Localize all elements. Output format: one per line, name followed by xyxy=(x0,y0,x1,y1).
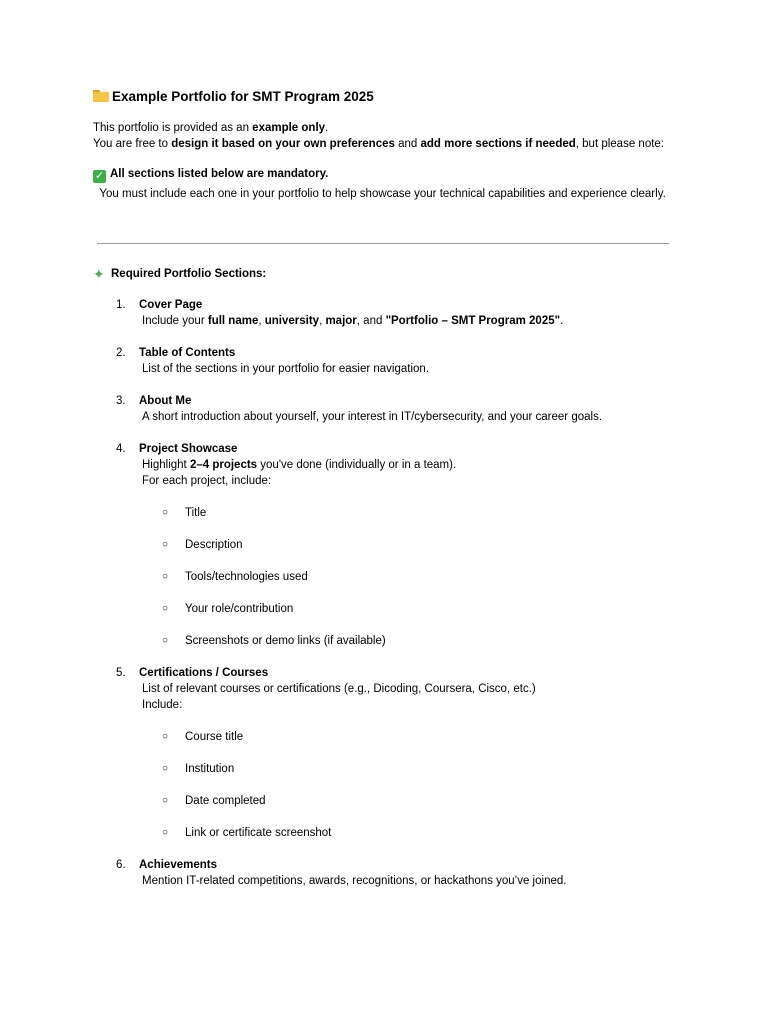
list-item: Title xyxy=(185,507,207,519)
intro-text: , but please note: xyxy=(575,138,664,150)
section-heading-achievements: Achievements xyxy=(139,859,217,871)
section-heading-table-of-contents: Table of Contents xyxy=(139,347,236,359)
list-item: Date completed xyxy=(185,795,266,807)
section-number: 5. xyxy=(116,667,126,679)
section-heading-certifications: Certifications / Courses xyxy=(139,667,269,679)
bullet-marker: ○ xyxy=(162,763,169,774)
section-heading-project-showcase: Project Showcase xyxy=(139,443,238,455)
section-description xyxy=(142,457,456,473)
bullet-marker: ○ xyxy=(162,795,169,806)
bullet-marker: ○ xyxy=(162,507,169,518)
page-title xyxy=(93,87,374,107)
intro-emphasis: example only xyxy=(252,122,326,134)
desc-emphasis: major xyxy=(325,315,357,327)
list-item: Screenshots or demo links (if available) xyxy=(185,635,386,647)
desc-text: . xyxy=(560,315,564,327)
section-number: 1. xyxy=(116,299,126,311)
desc-text: Highlight xyxy=(142,459,190,471)
bullet-marker: ○ xyxy=(162,635,169,646)
puzzle-icon: ✦ xyxy=(93,266,105,282)
section-description: List of the sections in your portfolio for easier navigation. xyxy=(142,363,430,375)
intro-text: and xyxy=(394,138,421,150)
mandatory-text: All sections listed below are mandatory. xyxy=(110,168,329,180)
intro-emphasis: add more sections if needed xyxy=(420,138,576,150)
section-number: 4. xyxy=(116,443,126,455)
section-number: 3. xyxy=(116,395,126,407)
list-item: Description xyxy=(185,539,243,551)
section-description: Mention IT-related competitions, awards, recognitions, or hackathons you’ve joined. xyxy=(142,875,567,887)
section-subline: For each project, include: xyxy=(142,475,272,487)
desc-emphasis: university xyxy=(264,315,320,327)
check-icon: ✓ xyxy=(94,170,105,182)
folder-icon xyxy=(93,90,109,102)
intro-text: You are free to xyxy=(93,138,172,150)
mandatory-note xyxy=(93,186,673,202)
section-subline: Include: xyxy=(142,699,183,711)
section-heading-about-me: About Me xyxy=(139,395,192,407)
list-item: Your role/contribution xyxy=(185,603,294,615)
desc-text: , xyxy=(258,315,265,327)
mandatory-note-text: You must include each one in your portfolio to help showcase your technical capabilities and experience clearly. xyxy=(99,188,666,200)
bullet-marker: ○ xyxy=(162,571,169,582)
desc-text: , and xyxy=(356,315,386,327)
section-heading-cover-page: Cover Page xyxy=(139,299,203,311)
section-number: 6. xyxy=(116,859,126,871)
desc-emphasis: 2–4 projects xyxy=(189,459,258,471)
intro-text: This portfolio is provided as an xyxy=(93,122,253,134)
section-number: 2. xyxy=(116,347,126,359)
section-description: List of relevant courses or certifications (e.g., Dicoding, Coursera, Cisco, etc.) xyxy=(142,683,536,695)
bullet-marker: ○ xyxy=(162,827,169,838)
desc-emphasis: "Portfolio – SMT Program 2025" xyxy=(385,315,561,327)
intro-line-2 xyxy=(93,136,664,152)
horizontal-rule xyxy=(97,243,669,244)
section-description: A short introduction about yourself, your interest in IT/cybersecurity, and your career goals. xyxy=(142,411,603,423)
required-heading-text: Required Portfolio Sections: xyxy=(111,268,267,280)
list-item: Tools/technologies used xyxy=(185,571,308,583)
mandatory-notice xyxy=(93,166,328,183)
desc-text: Include your xyxy=(142,315,208,327)
intro-text: . xyxy=(325,122,329,134)
desc-text: , xyxy=(319,315,326,327)
list-item: Institution xyxy=(185,763,235,775)
section-description xyxy=(142,313,563,329)
list-item: Course title xyxy=(185,731,244,743)
bullet-marker: ○ xyxy=(162,539,169,550)
desc-emphasis: full name xyxy=(207,315,259,327)
bullet-marker: ○ xyxy=(162,731,169,742)
list-item: Link or certificate screenshot xyxy=(185,827,332,839)
required-sections-heading xyxy=(93,266,266,282)
bullet-marker: ○ xyxy=(162,603,169,614)
page-title-text: Example Portfolio for SMT Program 2025 xyxy=(112,89,374,104)
desc-text: you've done (individually or in a team). xyxy=(257,459,457,471)
intro-emphasis: design it based on your own preferences xyxy=(171,138,395,150)
intro-line-1 xyxy=(93,120,328,136)
